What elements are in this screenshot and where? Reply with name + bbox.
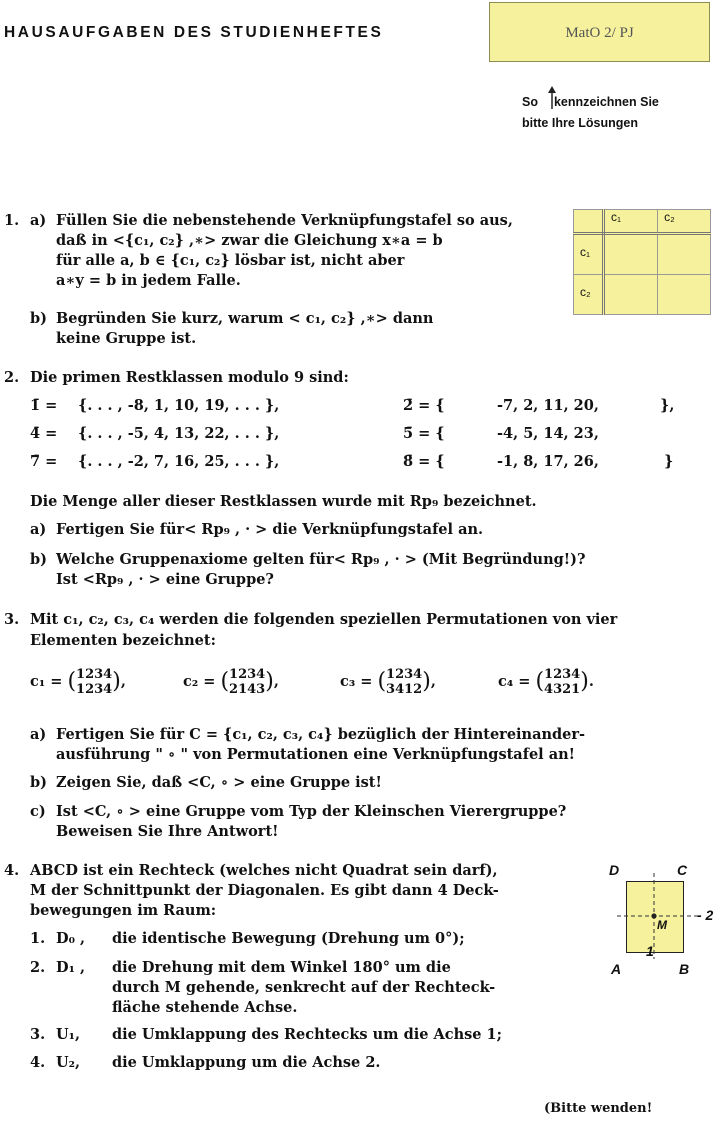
rectangle-figure: [609, 857, 717, 977]
task3-b-label: b): [30, 774, 47, 791]
list-item-number: 1.: [30, 930, 46, 947]
task3-c-line1: Ist <C, ∘ > eine Gruppe vom Typ der Kleinschen Vierergruppe?: [56, 803, 567, 820]
task3-a-line1: Fertigen Sie für C = {c₁, c₂, c₃, c₄} bezüglich der Hintereinander-: [56, 726, 586, 743]
axis-2-label: - 2: [697, 907, 714, 923]
task2-number: 2.: [4, 369, 20, 386]
residue-class-label: 7̄ =: [30, 453, 58, 470]
list-item-symbol: U₁,: [56, 1026, 81, 1043]
list-item-text: die Umklappung des Rechtecks um die Achse 1;: [112, 1026, 502, 1043]
brace-close: }: [664, 453, 674, 470]
list-item-symbol: D₀ ,: [56, 930, 86, 947]
table-cell: [604, 234, 658, 275]
permutation-name: c₃ =: [340, 673, 373, 690]
page-title: HAUSAUFGABEN DES STUDIENHEFTES: [4, 24, 384, 41]
table-cell: [658, 275, 711, 315]
permutation-name: c₁ =: [30, 673, 63, 690]
task2-b-line1: Welche Gruppenaxiome gelten für< Rp₉ , · > (Mit Begründung!)?: [56, 551, 586, 568]
task2-b-line2: Ist <Rp₉ , · > eine Gruppe?: [56, 571, 274, 588]
vertex-d: D: [609, 862, 620, 878]
permutation-name: c₂ =: [183, 673, 216, 690]
task3-a-line2: ausführung " ∘ " von Permutationen eine Verknüpfungstafel an!: [56, 746, 576, 763]
task2-a-line: Fertigen Sie für< Rp₉ , · > die Verknüpfungstafel an.: [56, 521, 484, 538]
list-item-number: 4.: [30, 1054, 46, 1071]
permutation-c3: c₃ = (1234 3412),: [340, 667, 436, 697]
residue-class-set: {. . . , -5, 4, 13, 22, . . . },: [78, 425, 280, 442]
task2-a-label: a): [30, 521, 47, 538]
task1-a-line3: für alle a, b ∈ {c₁, c₂} lösbar ist, nicht aber: [56, 252, 405, 269]
task4-line3: bewegungen im Raum:: [30, 902, 217, 919]
task2-set-line: Die Menge aller dieser Restklassen wurde mit Rp₉ bezeichnet.: [30, 493, 537, 510]
marking-box-text: MatO 2/ PJ: [565, 25, 634, 41]
center-m: M: [657, 918, 667, 932]
task3-line2: Elementen bezeichnet:: [30, 632, 216, 649]
marking-box: [489, 2, 710, 62]
permutation-top: 1234: [76, 667, 113, 682]
permutation-name: c₄ =: [498, 673, 531, 690]
list-item-symbol: U₂,: [56, 1054, 81, 1071]
task2-b-label: b): [30, 551, 47, 568]
permutation-bottom: 4321: [544, 682, 581, 697]
list-item-text: durch M gehende, senkrecht auf der Rechteck-: [112, 979, 496, 996]
residue-class-set: -1, 8, 17, 26,: [497, 453, 599, 470]
marking-note-line2: bitte Ihre Lösungen: [522, 116, 638, 130]
list-item-text: die identische Bewegung (Drehung um 0°);: [112, 930, 465, 947]
turn-page-note: (Bitte wenden!: [544, 1101, 653, 1116]
residue-class-label: 2̄ = {: [403, 397, 445, 414]
task1-a-line2: daß in <{c₁, c₂} ,∗> zwar die Gleichung x∗a = b: [56, 232, 443, 249]
table-cell: [604, 275, 658, 315]
task1-b-line2: keine Gruppe ist.: [56, 330, 197, 347]
permutation-c4: c₄ = (1234 4321).: [498, 667, 594, 697]
vertex-b: B: [679, 961, 690, 977]
permutation-top: 1234: [229, 667, 266, 682]
residue-class-set: {. . . , -8, 1, 10, 19, . . . },: [78, 397, 280, 414]
brace-close: },: [660, 397, 675, 414]
vertex-a: A: [611, 961, 622, 977]
task3-b-line: Zeigen Sie, daß <C, ∘ > eine Gruppe ist!: [56, 774, 382, 791]
table-row-c2: c₂: [574, 275, 604, 315]
residue-class-label: 5̄ = {: [403, 425, 445, 442]
residue-class-set: -4, 5, 14, 23,: [497, 425, 599, 442]
table-cell: [658, 234, 711, 275]
task1-a-line1: Füllen Sie die nebenstehende Verknüpfungstafel so aus,: [56, 212, 513, 229]
list-item-text: die Umklappung um die Achse 2.: [112, 1054, 381, 1071]
task1-a-line4: a∗y = b in jedem Falle.: [56, 272, 241, 289]
task3-c-line2: Beweisen Sie Ihre Antwort!: [56, 823, 279, 840]
residue-class-label: 4̄ =: [30, 425, 58, 442]
marking-note-so: So: [522, 95, 538, 109]
marking-note-kennzeichnen: kennzeichnen Sie: [553, 95, 659, 109]
operation-table: [573, 209, 711, 315]
table-col-c1: c₁: [604, 210, 658, 234]
residue-class-set: -7, 2, 11, 20,: [497, 397, 599, 414]
residue-class-set: {. . . , -2, 7, 16, 25, . . . },: [78, 453, 280, 470]
task1-b-line1: Begründen Sie kurz, warum < c₁, c₂} ,∗> dann: [56, 310, 434, 327]
table-col-c2: c₂: [658, 210, 711, 234]
residue-class-label: 8̄ = {: [403, 453, 445, 470]
list-item-text: fläche stehende Achse.: [112, 999, 298, 1016]
task4-number: 4.: [4, 862, 20, 879]
permutation-bottom: 3412: [386, 682, 423, 697]
task3-a-label: a): [30, 726, 47, 743]
task1-a-label: a): [30, 212, 47, 229]
list-item-number: 2.: [30, 959, 46, 976]
vertex-c: C: [677, 862, 688, 878]
marking-note: [522, 92, 659, 134]
list-item-symbol: D₁ ,: [56, 959, 86, 976]
list-item-number: 3.: [30, 1026, 46, 1043]
task2-intro: Die primen Restklassen modulo 9 sind:: [30, 369, 349, 386]
task3-number: 3.: [4, 611, 20, 628]
task1-number: 1.: [4, 212, 20, 229]
task3-c-label: c): [30, 803, 46, 820]
permutation-bottom: 2143: [229, 682, 266, 697]
task1-b-label: b): [30, 310, 47, 327]
list-item-text: die Drehung mit dem Winkel 180° um die: [112, 959, 451, 976]
residue-class-label: 1̄ =: [30, 397, 58, 414]
task4-line1: ABCD ist ein Rechteck (welches nicht Quadrat sein darf),: [30, 862, 498, 879]
permutation-c1: c₁ = (1234 1234),: [30, 667, 126, 697]
task4-line2: M der Schnittpunkt der Diagonalen. Es gibt dann 4 Deck-: [30, 882, 499, 899]
permutation-bottom: 1234: [76, 682, 113, 697]
permutation-top: 1234: [544, 667, 581, 682]
table-row-c1: c₁: [574, 234, 604, 275]
task3-line1: Mit c₁, c₂, c₃, c₄ werden die folgenden speziellen Permutationen von vier: [30, 611, 618, 628]
permutation-c2: c₂ = (1234 2143),: [183, 667, 279, 697]
permutation-top: 1234: [386, 667, 423, 682]
axis-1-label: 1: [646, 943, 654, 959]
